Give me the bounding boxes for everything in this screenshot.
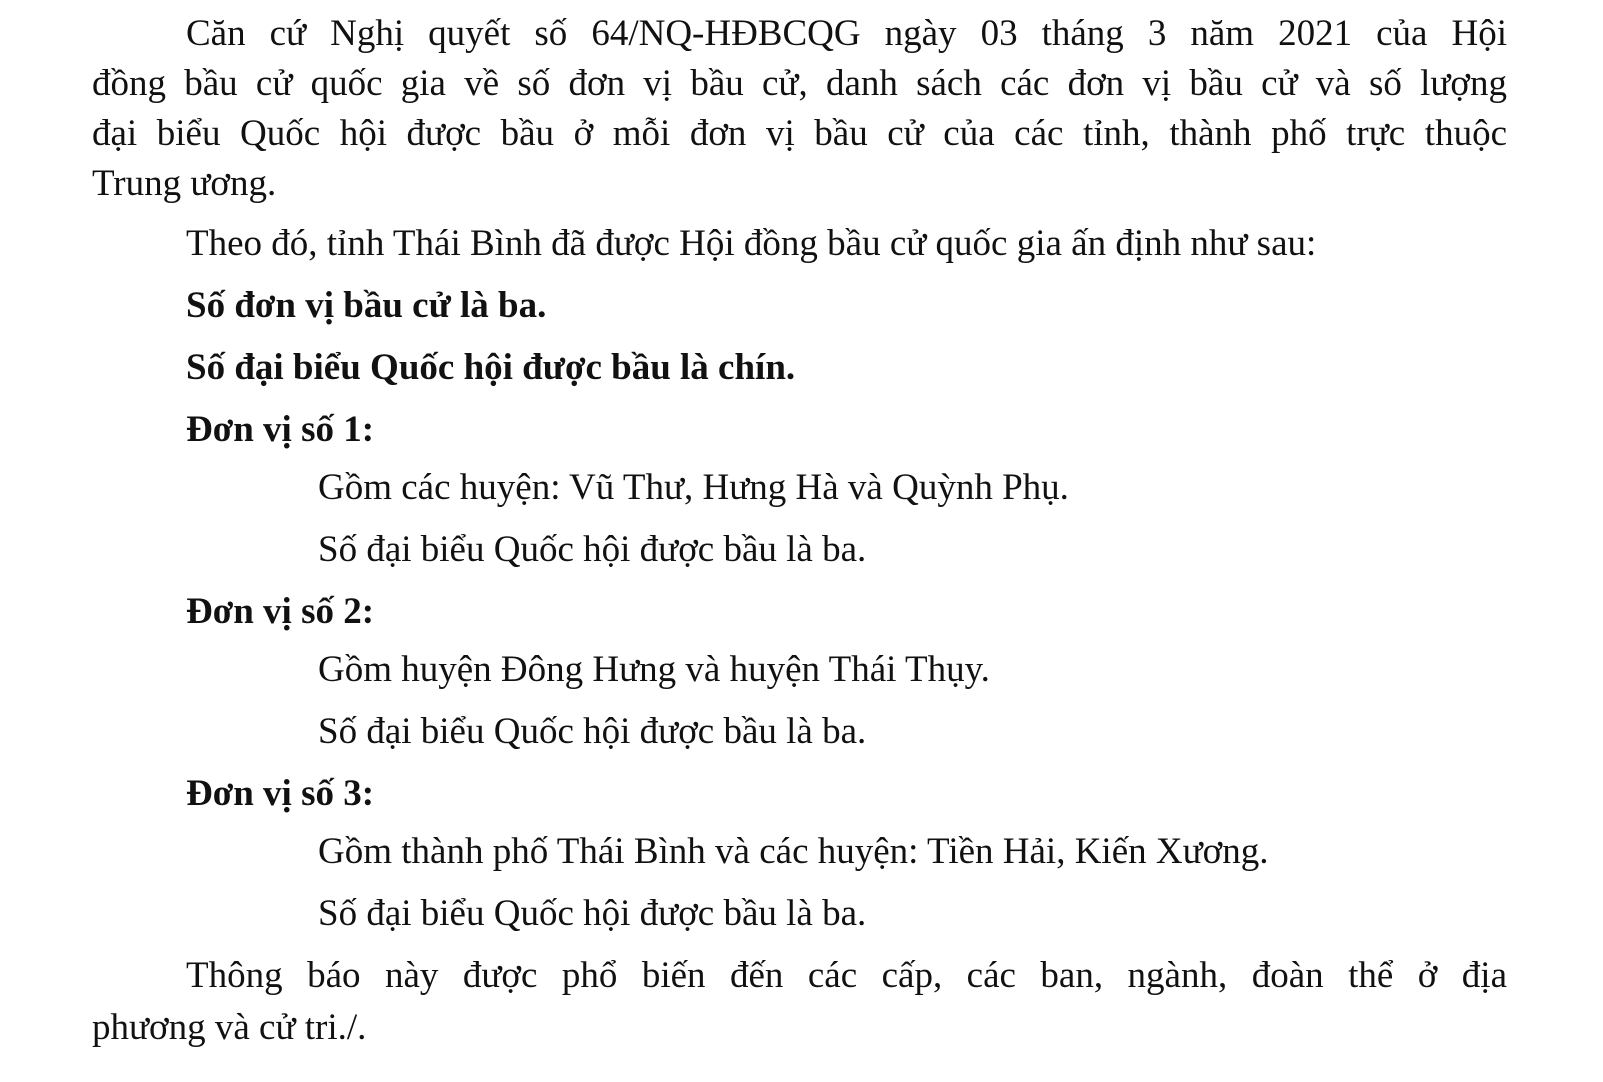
- determination-paragraph: Theo đó, tỉnh Thái Bình đã được Hội đồng bầu cử quốc gia ấn định như sau:: [186, 223, 1317, 264]
- unit-2-areas: Gồm huyện Đông Hưng và huyện Thái Thụy.: [318, 649, 990, 690]
- intro-paragraph-line-1: Căn cứ Nghị quyết số 64/NQ-HĐBCQG ngày 03 tháng 3 năm 2021 của Hội: [186, 13, 1507, 54]
- closing-paragraph-line-2: phương và cử tri./.: [92, 1007, 367, 1048]
- unit-1-delegates: Số đại biểu Quốc hội được bầu là ba.: [318, 529, 867, 570]
- unit-1-areas: Gồm các huyện: Vũ Thư, Hưng Hà và Quỳnh Phụ.: [318, 467, 1069, 508]
- unit-2-heading: Đơn vị số 2:: [186, 591, 375, 632]
- unit-1-heading: Đơn vị số 1:: [186, 409, 375, 450]
- unit-3-areas: Gồm thành phố Thái Bình và các huyện: Tiền Hải, Kiến Xương.: [318, 831, 1269, 872]
- summary-unit-count: Số đơn vị bầu cử là ba.: [186, 285, 547, 326]
- summary-delegate-count: Số đại biểu Quốc hội được bầu là chín.: [186, 347, 796, 388]
- intro-paragraph-line-3: đại biểu Quốc hội được bầu ở mỗi đơn vị bầu cử của các tỉnh, thành phố trực thuộc: [92, 113, 1507, 154]
- intro-paragraph-line-2: đồng bầu cử quốc gia về số đơn vị bầu cử, danh sách các đơn vị bầu cử và số lượng: [92, 63, 1507, 104]
- unit-2-delegates: Số đại biểu Quốc hội được bầu là ba.: [318, 711, 867, 752]
- unit-3-heading: Đơn vị số 3:: [186, 773, 375, 814]
- unit-3-delegates: Số đại biểu Quốc hội được bầu là ba.: [318, 893, 867, 934]
- closing-paragraph-line-1: Thông báo này được phổ biến đến các cấp, các ban, ngành, đoàn thể ở địa: [186, 955, 1507, 996]
- intro-paragraph-line-4: Trung ương.: [92, 163, 277, 204]
